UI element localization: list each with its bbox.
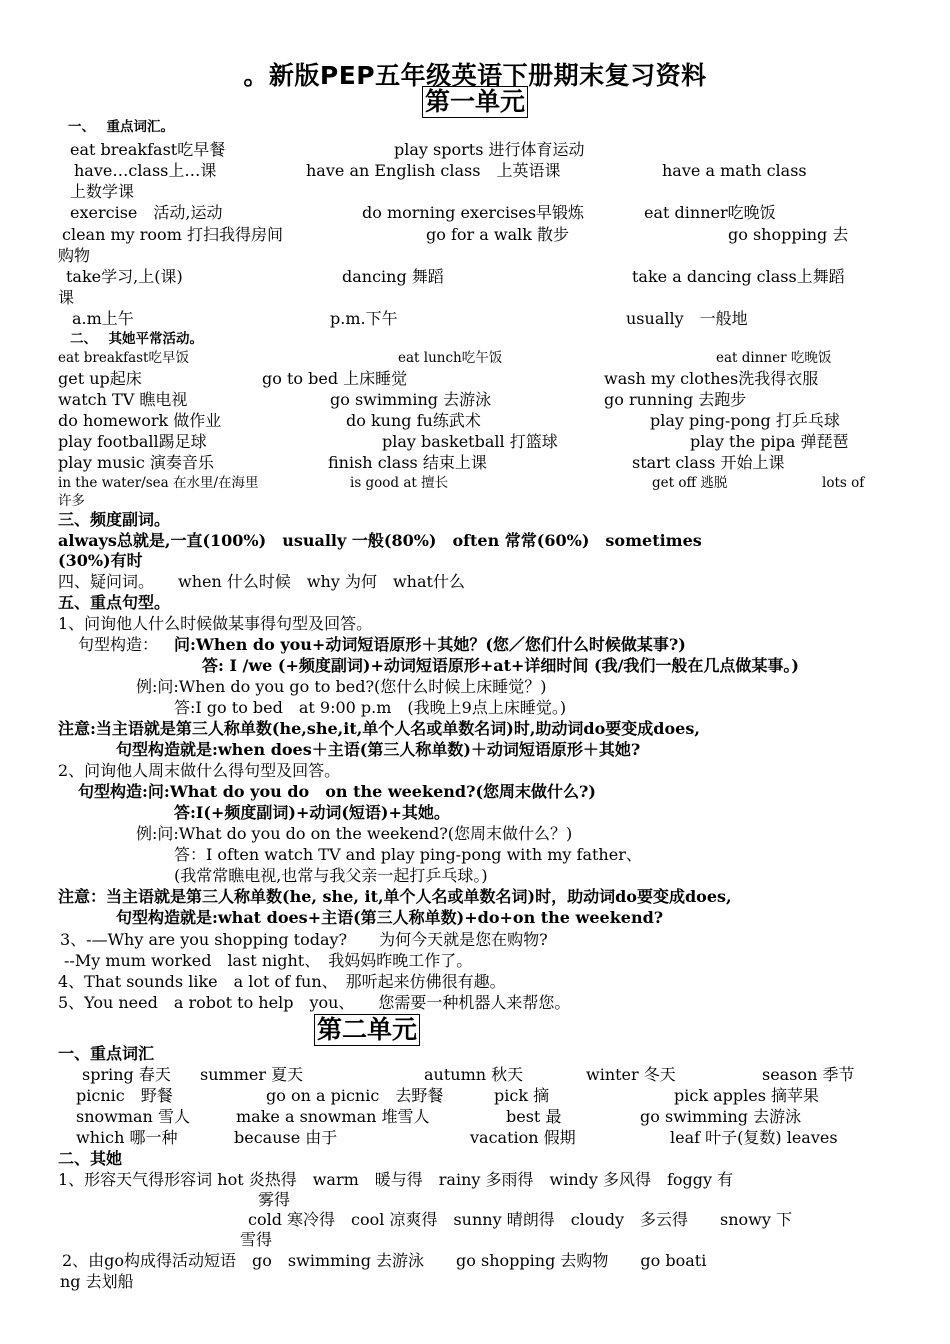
weather-adjectives-line: 1、形容天气得形容词 hot 炎热得 warm 暖与得 rainy 多雨得 windy 多风得 foggy 有: [58, 1170, 734, 1189]
vocab-item: usually 一般地: [626, 309, 748, 328]
vocab-item: vacation 假期: [470, 1128, 576, 1147]
vocab-item: dancing 舞蹈: [342, 267, 444, 286]
vocab-item: eat dinner吃晚饭: [644, 203, 776, 222]
vocab-item: do morning exercises早锻炼: [362, 203, 585, 222]
unit-two-heading: 第二单元: [314, 1014, 420, 1046]
document-title: 。新版PEP五年级英语下册期末复习资料: [243, 61, 707, 90]
pattern-question: 句型构造:问:What do you do on the weekend?(您周末做什么?): [78, 782, 596, 801]
activity-item: in the water/sea 在水里/在海里: [58, 475, 259, 491]
vocab-item: p.m.下午: [330, 309, 398, 328]
pattern-answer: 答:I(+频度副词)+动词(短语)+其她。: [174, 803, 450, 822]
unit-one-heading: 第一单元: [422, 86, 528, 118]
activity-item: finish class 结束上课: [328, 453, 487, 472]
vocab-item: have a math class: [662, 161, 807, 180]
section-key-vocabulary: 一、 重点词汇。: [68, 119, 174, 135]
section-frequency-adverbs: 三、频度副词。: [58, 510, 171, 529]
pattern-answer: 答: I /we (+频度副词)+动词短语原形+at+详细时间 (我/我们一般在几点做某事。): [202, 656, 799, 675]
example-answer: (我常常瞧电视,也常与我父亲一起打乒乓球。): [174, 866, 488, 885]
activity-item: go to bed 上床睡觉: [262, 369, 408, 388]
example-answer: 答：I often watch TV and play ping-pong with my father、: [174, 845, 642, 864]
pattern-label: 句型构造：: [78, 635, 159, 654]
activity-item: go swimming 去游泳: [330, 390, 492, 409]
activity-item: wash my clothes洗我得衣服: [604, 369, 819, 388]
weather-adjectives-line: 雾得: [258, 1190, 291, 1209]
vocab-item: go shopping 去: [728, 225, 849, 244]
vocab-item: have…class上…课: [74, 161, 217, 180]
activity-wrap: 许多: [58, 493, 85, 509]
sentence-line: 3、-—Why are you shopping today? 为何今天就是您在购物?: [60, 930, 548, 949]
note-text: 注意:当主语就是第三人称单数(he,she,it,单个人名或单数名词)时,助动词do要变成does,: [58, 719, 700, 738]
vocab-item: play sports 进行体育运动: [394, 140, 585, 159]
frequency-adverbs-line: (30%)有时: [58, 551, 143, 570]
go-phrases-line: 2、由go构成得活动短语 go swimming 去游泳 go shopping 去购物 go boati: [62, 1251, 707, 1270]
activity-item: watch TV 瞧电视: [58, 390, 188, 409]
vocab-item: exercise 活动,运动: [70, 203, 223, 222]
activity-item: start class 开始上课: [632, 453, 785, 472]
vocab-item: picnic 野餐: [76, 1086, 173, 1105]
vocab-wrap: 上数学课: [70, 182, 135, 201]
vocab-item: spring 春天: [82, 1065, 171, 1084]
vocab-item: pick apples 摘苹果: [674, 1086, 820, 1105]
vocab-item: have an English class 上英语课: [306, 161, 561, 180]
vocab-item: pick 摘: [494, 1086, 550, 1105]
activity-item: play ping-pong 打乒乓球: [650, 411, 840, 430]
example-question: 例:问:What do you do on the weekend?(您周末做什么？): [136, 824, 573, 843]
activity-item: play music 演奏音乐: [58, 453, 214, 472]
vocab-item: go on a picnic 去野餐: [266, 1086, 444, 1105]
section-others: 二、其她: [58, 1149, 123, 1168]
weather-adjectives-line: 雪得: [240, 1230, 273, 1249]
vocab-item: because 由于: [234, 1128, 338, 1147]
note-text: 句型构造就是:what does+主语(第三人称单数)+do+on the weekend?: [116, 908, 664, 927]
vocab-item: take学习,上(课): [66, 267, 183, 286]
activity-item: get off 逃脱: [652, 475, 728, 491]
vocab-item: winter 冬天: [586, 1065, 676, 1084]
section-question-words: 四、疑问词。 when 什么时候 why 为何 what什么: [58, 572, 465, 591]
activity-item: go running 去跑步: [604, 390, 747, 409]
vocab-item: leaf 叶子(复数) leaves: [670, 1128, 838, 1147]
vocab-wrap: 课: [58, 288, 75, 307]
section-other-activities: 二、 其她平常活动。: [70, 331, 203, 347]
section-key-sentences: 五、重点句型。: [58, 593, 171, 612]
vocab-item: which 哪一种: [76, 1128, 178, 1147]
pattern-heading: 1、问询他人什么时候做某事得句型及回答。: [58, 614, 373, 633]
activity-item: lots of: [822, 475, 865, 491]
example-answer: 答:I go to bed at 9:00 p.m (我晚上9点上床睡觉。): [174, 698, 567, 717]
note-text: 句型构造就是:when does＋主语(第三人称单数)＋动词短语原形＋其她?: [116, 740, 641, 759]
vocab-item: autumn 秋天: [424, 1065, 524, 1084]
activity-item: do homework 做作业: [58, 411, 222, 430]
vocab-item: clean my room 打扫我得房间: [62, 225, 283, 244]
activity-item: do kung fu练武术: [346, 411, 481, 430]
vocab-wrap: 购物: [58, 246, 91, 265]
activity-item: play basketball 打篮球: [382, 432, 558, 451]
vocab-item: go swimming 去游泳: [640, 1107, 802, 1126]
sentence-line: 4、That sounds like a lot of fun、 那听起来仿佛很有趣。: [58, 972, 506, 991]
vocab-item: summer 夏天: [200, 1065, 304, 1084]
activity-item: play the pipa 弹琵琶: [690, 432, 849, 451]
activity-item: is good at 擅长: [350, 475, 449, 491]
vocab-item: take a dancing class上舞蹈: [632, 267, 845, 286]
example-question: 例:问:When do you go to bed?(您什么时候上床睡觉？): [136, 677, 547, 696]
activity-item: get up起床: [58, 369, 142, 388]
vocab-item: eat breakfast吃早餐: [70, 140, 226, 159]
vocab-item: go for a walk 散步: [426, 225, 570, 244]
pattern-question: 问:When do you+动词短语原形＋其她？(您／您们什么时候做某事?): [174, 635, 686, 654]
note-text: 注意：当主语就是第三人称单数(he, she, it,单个人名或单数名词)时，助动词do要变成does,: [58, 887, 732, 906]
pattern-heading: 2、问询他人周末做什么得句型及回答。: [58, 761, 341, 780]
frequency-adverbs-line: always总就是,一直(100%) usually 一般(80%) often 常常(60%) sometimes: [58, 531, 702, 550]
vocab-item: best 最: [506, 1107, 562, 1126]
vocab-item: season 季节: [762, 1065, 855, 1084]
activity-item: play football踢足球: [58, 432, 207, 451]
activity-item: eat dinner 吃晚饭: [716, 350, 832, 366]
activity-item: eat lunch吃午饭: [398, 350, 503, 366]
go-phrases-line: ng 去划船: [60, 1272, 134, 1291]
vocab-item: make a snowman 堆雪人: [236, 1107, 430, 1126]
activity-item: eat breakfast吃早饭: [58, 350, 189, 366]
sentence-line: 5、You need a robot to help you、 您需要一种机器人来帮您。: [58, 993, 571, 1012]
section-key-vocabulary: 一、重点词汇: [58, 1044, 155, 1063]
weather-adjectives-line: cold 寒冷得 cool 凉爽得 sunny 晴朗得 cloudy 多云得 snowy 下: [248, 1210, 792, 1229]
vocab-item: snowman 雪人: [76, 1107, 190, 1126]
vocab-item: a.m上午: [72, 309, 134, 328]
sentence-line: --My mum worked last night、 我妈妈昨晚工作了。: [64, 951, 473, 970]
